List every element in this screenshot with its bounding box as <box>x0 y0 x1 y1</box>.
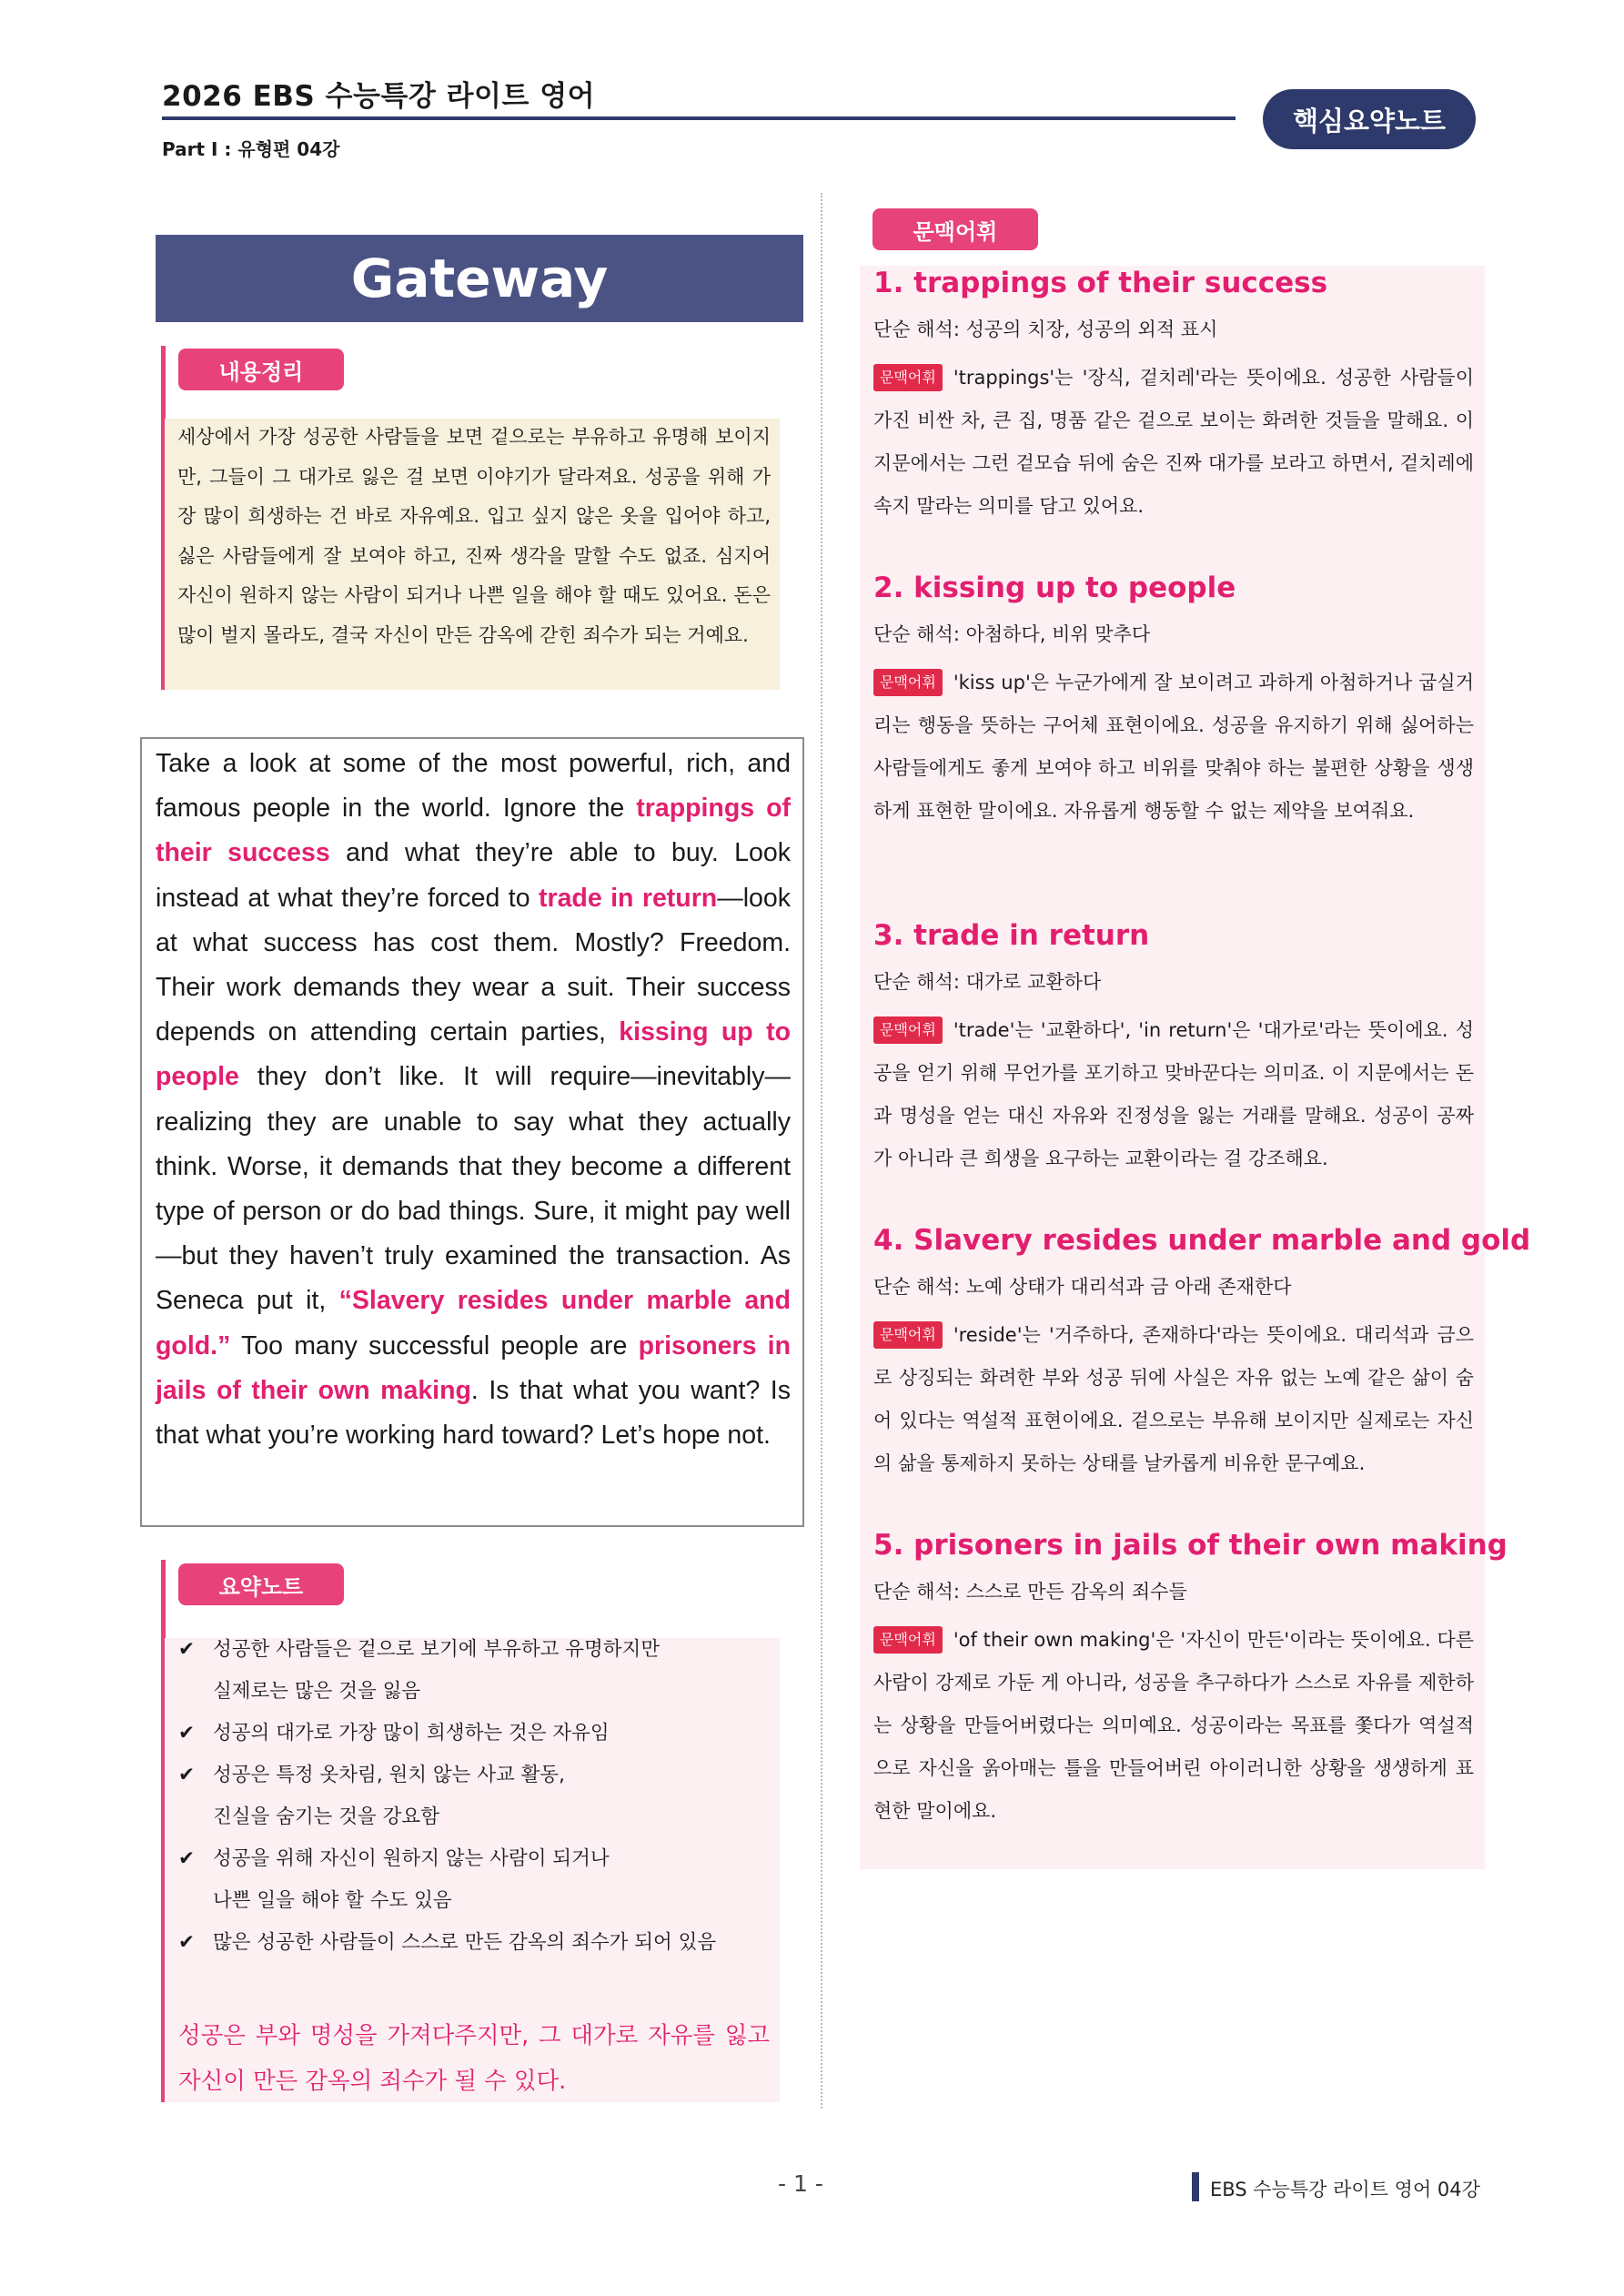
passage-text: . Is that what you want? Is that what you’re working hard toward? Let’s hope not. <box>156 1375 791 1451</box>
check-icon: ✔ <box>178 1764 196 1786</box>
note-text: 성공의 대가로 가장 많이 희생하는 것은 자유임 <box>213 1722 610 1745</box>
vocab-explanation <box>873 1619 1474 1833</box>
summary-note-label: 요약노트 <box>178 1563 344 1605</box>
note-item <box>178 1713 610 1755</box>
vocab-tag: 문맥어휘 <box>873 1626 943 1654</box>
content-summary-text: 세상에서 가장 성공한 사람들을 보면 겉으로는 부유하고 유명해 보이지만, 그들이 그 대가로 잃은 걸 보면 이야기가 달라져요. 성공을 위해 가장 많이 희생하는 건 바로 자유예요. 입고 싶지 않은 옷을 입어야 하고, 싫은 사람들에게 잘 보여야 하고, 진짜 생각을 말할 수도 없죠. 심지어 자신이 원하지 않는 사람이 되거나 나쁜 일을 해야 할 때도 있어요. 돈은 많이 벌지 몰라도, 결국 자신이 만든 감옥에 갇힌 죄수가 되는 거예요. <box>177 426 771 646</box>
vocab-simple: 단순 해석: 노예 상태가 대리석과 금 아래 존재한다 <box>873 1276 1292 1298</box>
check-icon: ✔ <box>178 1722 196 1745</box>
vocab-explanation-text: 'reside'는 '거주하다, 존재하다'라는 뜻이에요. 대리석과 금으로 상징되는 화려한 부와 성공 뒤에 사실은 자유 없는 노예 같은 삶이 숨어 있다는 역설적 표현이에요. 겉으로는 부유해 보이지만 실제로는 자신의 삶을 통제하지 못하는 상태를 날카롭게 비유한 문구예요. <box>873 1324 1474 1474</box>
content-summary-label: 내용정리 <box>178 349 344 390</box>
vocab-tag: 문맥어휘 <box>873 669 943 696</box>
note-text: 나쁜 일을 해야 할 수도 있음 <box>213 1889 452 1912</box>
vocab-explanation-text: 'of their own making'은 '자신이 만든'이라는 뜻이에요. 다른 사람이 강제로 가둔 게 아니라, 성공을 추구하다가 스스로 자유를 제한하는 상황을 만들어버렸다는 의미예요. 성공이라는 목표를 쫓다가 역설적으로 자신을 옭아매는 틀을 만들어버린 아이러니한 상황을 생생하게 표현한 말이에요. <box>873 1629 1474 1822</box>
vocab-title: 3. trade in return <box>873 919 1150 952</box>
check-icon: ✔ <box>178 1638 196 1661</box>
note-text: 성공은 특정 옷차림, 원치 않는 사교 활동, <box>213 1764 565 1786</box>
vocab-tag: 문맥어휘 <box>873 1017 943 1044</box>
vocab-simple: 단순 해석: 스스로 만든 감옥의 죄수들 <box>873 1581 1187 1603</box>
vocab-explanation-text: 'kiss up'은 누군가에게 잘 보이려고 과하게 아첨하거나 굽실거리는 행동을 뜻하는 구어체 표현이에요. 성공을 유지하기 위해 싫어하는 사람들에게도 좋게 보여야 하고 비위를 맞춰야 하는 불편한 상황을 생생하게 표현한 말이에요. 자유롭게 행동할 수 없는 제약을 보여줘요. <box>873 672 1474 822</box>
check-icon: ✔ <box>178 1931 196 1954</box>
gateway-banner: Gateway <box>156 235 803 322</box>
vocab-simple: 단순 해석: 성공의 치장, 성공의 외적 표시 <box>873 319 1218 340</box>
note-item <box>178 1629 660 1671</box>
passage-text: they don’t like. It will require—inevitably—realizing they are unable to say what they actually think. Worse, it demands that they become a different type of person or do bad things. Sure, it might pay well—but they haven’t truly examined the transaction. As Seneca put it, <box>156 1062 791 1316</box>
part-label: Part Ⅰ : 유형편 04강 <box>162 138 340 160</box>
english-passage <box>156 742 791 1458</box>
highlight-prisoners: prisoners in jails of their own making <box>156 1330 791 1405</box>
vocab-title: 4. Slavery resides under marble and gold <box>873 1224 1531 1257</box>
note-text: 많은 성공한 사람들이 스스로 만든 감옥의 죄수가 되어 있음 <box>213 1931 717 1954</box>
highlight-trade-in-return: trade in return <box>538 883 718 913</box>
footer-accent-bar <box>1192 2172 1199 2201</box>
vocab-title: 1. trappings of their success <box>873 267 1328 299</box>
note-text: 성공한 사람들은 겉으로 보기에 부유하고 유명하지만 <box>213 1638 661 1661</box>
document-title: 2026 EBS 수능특강 라이트 영어 <box>162 80 596 113</box>
vocab-title: 5. prisoners in jails of their own making <box>873 1529 1508 1562</box>
note-text: 진실을 숨기는 것을 강요함 <box>213 1805 439 1828</box>
vocab-explanation <box>873 1009 1474 1180</box>
passage-text: and what they’re able to buy. Look instead at what they’re forced to <box>156 838 791 913</box>
note-conclusion: 성공은 부와 명성을 가져다주지만, 그 대가로 자유를 잃고 자신이 만든 감옥의 죄수가 될 수 있다. <box>178 2022 770 2095</box>
vocab-explanation-text: 'trappings'는 '장식, 겉치레'라는 뜻이에요. 성공한 사람들이 가진 비싼 차, 큰 집, 명품 같은 겉으로 보이는 화려한 것들을 말해요. 이 지문에서는 그런 겉모습 뒤에 숨은 진짜 대가를 보라고 하면서, 겉치레에 속지 말라는 의미를 담고 있어요. <box>873 367 1474 517</box>
vocab-explanation-text: 'trade'는 '교환하다', 'in return'은 '대가로'라는 뜻이에요. 성공을 얻기 위해 무언가를 포기하고 맞바꾼다는 의미죠. 이 지문에서는 돈과 명성을 얻는 대신 자유와 진정성을 잃는 거래를 말해요. 성공이 공짜가 아니라 큰 희생을 요구하는 교환이라는 걸 강조해요. <box>873 1019 1474 1169</box>
footer-text: EBS 수능특강 라이트 영어 04강 <box>1210 2179 1480 2200</box>
vocab-simple: 단순 해석: 아첨하다, 비위 맞추다 <box>873 623 1151 645</box>
vocab-explanation <box>873 662 1474 833</box>
highlight-kissing-up: kissing up to people <box>156 1017 792 1092</box>
vocab-tag: 문맥어휘 <box>873 364 943 391</box>
column-divider <box>821 193 822 2109</box>
vocab-simple: 단순 해석: 대가로 교환하다 <box>873 971 1102 993</box>
passage-text: Too many successful people are <box>230 1330 639 1360</box>
header-rule <box>162 116 1236 120</box>
note-item <box>178 1755 565 1796</box>
highlight-trappings: trappings of their success <box>156 794 791 868</box>
page-number: - 1 - <box>778 2170 823 2197</box>
note-item <box>178 1838 610 1880</box>
vocab-tag: 문맥어휘 <box>873 1321 943 1349</box>
passage-text: Take a look at some of the most powerful, rich, and famous people in the world. Ignore the <box>156 749 791 824</box>
vocab-explanation <box>873 1314 1474 1485</box>
note-text: 성공을 위해 자신이 원하지 않는 사람이 되거나 <box>213 1847 610 1870</box>
note-item <box>178 1922 716 1964</box>
passage-text: —look at what success has cost them. Mostly? Freedom. Their work demands they wear a suit. Their success depends on attending certain parties, <box>156 883 792 1047</box>
check-icon: ✔ <box>178 1847 196 1870</box>
vocab-title: 2. kissing up to people <box>873 571 1236 604</box>
highlight-seneca-quote: “Slavery resides under marble and gold.” <box>156 1286 792 1360</box>
note-text: 실제로는 많은 것을 잃음 <box>213 1680 421 1703</box>
vocab-label: 문맥어휘 <box>873 208 1038 250</box>
core-summary-badge: 핵심요약노트 <box>1263 89 1476 149</box>
vocab-explanation <box>873 357 1474 528</box>
